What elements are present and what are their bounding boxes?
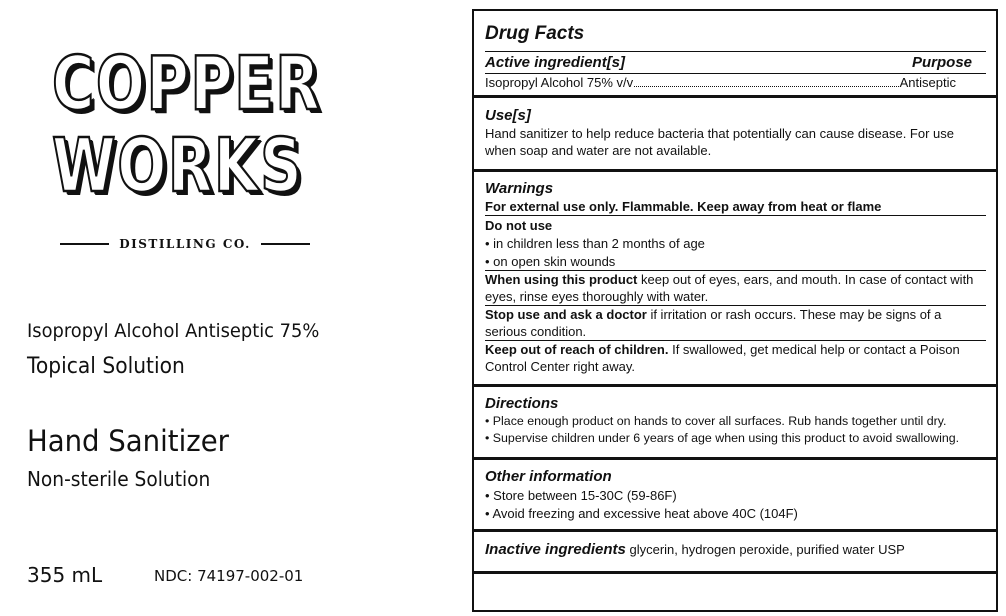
- brand-logo-line-1: COPPER: [52, 41, 322, 127]
- when-using-text: keep out of eyes, ears, and mouth. In case of contact with eyes, rinse eyes thoroughly with water.: [485, 272, 974, 304]
- stop-use-text: if irritation or rash occurs. These may be signs of a serious condition.: [485, 307, 942, 339]
- logo-rule-right: [261, 243, 310, 245]
- do-not-use-heading: Do not use: [485, 218, 553, 233]
- product-line-1: Isopropyl Alcohol Antiseptic 75%: [27, 320, 320, 342]
- do-not-use-item: • on open skin wounds: [485, 254, 616, 269]
- section-divider: [474, 457, 996, 460]
- logo-rule-left: [60, 243, 109, 245]
- warnings-lead: For external use only. Flammable. Keep away from heat or flame: [485, 198, 986, 216]
- active-ingredient-row: [485, 75, 986, 91]
- product-line-2: Topical Solution: [27, 354, 185, 379]
- warnings-section: [474, 180, 996, 375]
- product-name: Hand Sanitizer: [27, 424, 229, 458]
- uses-text: Hand sanitizer to help reduce bacteria that potentially can cause disease. For use when soap and water are not available.: [485, 126, 954, 158]
- active-purpose: Antiseptic: [899, 75, 956, 90]
- keep-out-label: Keep out of reach of children.: [485, 342, 669, 357]
- brand-logo: [52, 41, 322, 266]
- directions-section: [474, 395, 996, 447]
- product-ndc: NDC: 74197-002-01: [154, 567, 304, 585]
- other-information-section: [474, 468, 996, 522]
- other-information-heading: Other information: [485, 468, 612, 485]
- section-divider: [474, 571, 996, 574]
- when-using-label: When using this product: [485, 272, 638, 287]
- when-using-block: [485, 270, 986, 305]
- warnings-heading: Warnings: [485, 180, 554, 197]
- stop-use-block: [485, 305, 986, 340]
- do-not-use-item: • in children less than 2 months of age: [485, 236, 705, 251]
- drug-facts-header: [474, 23, 996, 45]
- directions-heading: Directions: [485, 395, 559, 412]
- product-volume: 355 mL: [27, 563, 103, 587]
- other-information-item: • Store between 15-30C (59-86F): [485, 488, 677, 503]
- inactive-ingredients-section: [474, 541, 996, 559]
- drug-facts-title: Drug Facts: [485, 23, 585, 44]
- section-divider: [474, 529, 996, 532]
- inactive-ingredients-text: glycerin, hydrogen peroxide, purified water USP: [625, 542, 905, 557]
- active-ingredients-section: [474, 51, 996, 91]
- stop-use-label: Stop use and ask a doctor: [485, 307, 647, 322]
- uses-section: [474, 107, 996, 159]
- section-divider: [474, 169, 996, 172]
- directions-item: • Place enough product on hands to cover all surfaces. Rub hands together until dry.: [485, 414, 947, 428]
- purpose-heading: Purpose: [911, 54, 972, 71]
- product-descriptor: Non-sterile Solution: [27, 467, 211, 491]
- directions-item: • Supervise children under 6 years of age when using this product to avoid swallowing.: [485, 431, 960, 445]
- drug-facts-panel: [472, 9, 998, 612]
- keep-out-text: If swallowed, get medical help or contact a Poison Control Center right away.: [485, 342, 960, 374]
- keep-out-block: [485, 340, 986, 375]
- brand-sub-text: DISTILLING CO.: [119, 237, 251, 251]
- brand-logo-line-2: WORKS: [52, 123, 304, 209]
- uses-heading: Use[s]: [485, 107, 531, 124]
- inactive-ingredients-heading: Inactive ingredients: [485, 541, 626, 558]
- brand-subline: [60, 234, 310, 254]
- other-information-item: • Avoid freezing and excessive heat above 40C (104F): [485, 506, 798, 521]
- active-ingredient: Isopropyl Alcohol 75% v/v: [485, 75, 634, 90]
- section-divider: [474, 95, 996, 98]
- dotted-leader: [634, 86, 898, 87]
- section-divider: [474, 384, 996, 387]
- active-ingredients-heading: Active ingredient[s]: [485, 54, 626, 71]
